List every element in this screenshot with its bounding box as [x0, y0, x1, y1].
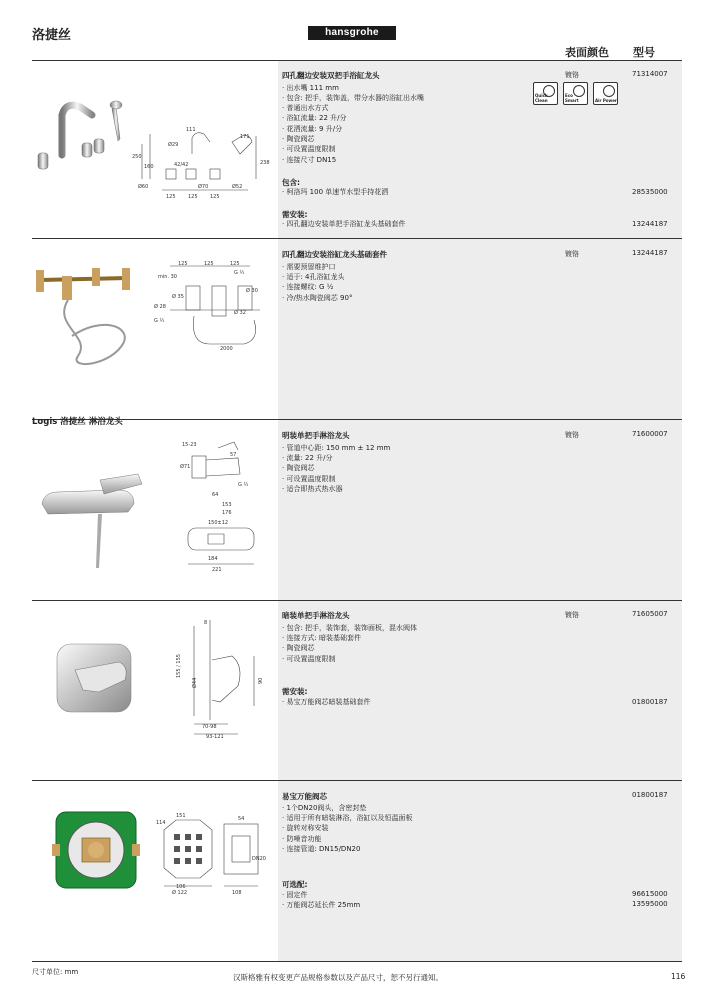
dimension-label: 125	[204, 261, 214, 267]
feature-item: · 包含: 把手，装饰套，装饰面板，混水阀体	[282, 624, 418, 632]
dimension-label: 42/42	[174, 162, 189, 168]
column-header-color: 表面颜色	[565, 46, 609, 59]
product-code: 71314007	[632, 70, 668, 78]
page-number: 116	[671, 972, 686, 981]
feature-item: · 可设置温度限制	[282, 475, 336, 483]
technical-drawing	[132, 124, 272, 202]
feature-item: · 陶瓷阀芯	[282, 464, 315, 472]
product-finish: 镀铬	[565, 611, 579, 619]
spec-panel	[278, 239, 682, 419]
required-item: · 四孔翻边安装单把手浴缸龙头基础套件	[282, 220, 406, 228]
dimension-label: Ø 122	[172, 890, 188, 896]
page-title: 洛捷丝	[32, 28, 72, 43]
included-code: 28535000	[632, 188, 668, 196]
dimension-label: 8	[204, 620, 208, 626]
product-title: 四孔翻边安装浴缸龙头基础套件	[282, 250, 387, 259]
technical-drawing	[150, 260, 270, 352]
dimension-label: 250	[132, 154, 142, 160]
dimension-label: 54	[238, 816, 245, 822]
dimension-label: Ø 32	[234, 310, 246, 316]
feature-icons	[533, 82, 618, 105]
column-header-model: 型号	[633, 46, 655, 59]
dimension-label: Ø60	[138, 184, 149, 190]
dimension-label: Ø 28	[154, 304, 166, 310]
feature-item: · 需要预留维护口	[282, 263, 336, 271]
unit-note: 尺寸单位: mm	[32, 968, 79, 976]
optional-item: · 万能阀芯延长件 25mm	[282, 901, 361, 909]
technical-drawing	[152, 812, 270, 896]
feature-item: · 可设置温度限制	[282, 655, 336, 663]
dimension-label: 57	[230, 452, 237, 458]
feature-item: · 适用于所有暗装淋浴，浴缸以及恒温面板	[282, 814, 413, 822]
dimension-label: 15-23	[182, 442, 197, 448]
feature-item: · 花洒流量: 9 升/分	[282, 125, 343, 133]
feature-item: · 1个DN20阀头，含密封垫	[282, 804, 367, 812]
required-code: 01800187	[632, 698, 668, 706]
feature-item: · 包含: 把手，装饰盖，带分水器的浴缸出水嘴	[282, 94, 425, 102]
feature-item: · 可设置温度限制	[282, 145, 336, 153]
feature-item: · 陶瓷阀芯	[282, 135, 315, 143]
dimension-label: 150±12	[208, 520, 229, 526]
product-title: 明装单把手淋浴龙头	[282, 431, 350, 440]
feature-item: · 适合即热式热水器	[282, 485, 343, 493]
dimension-label: 125	[230, 261, 240, 267]
required-heading: 需安装:	[282, 210, 308, 219]
dimension-label: G ½	[234, 270, 245, 276]
optional-item: · 固定件	[282, 891, 308, 899]
required-item: · 易宝万能阀芯暗装基础套件	[282, 698, 371, 706]
product-image-basic-set	[32, 266, 142, 370]
dimension-label: 111	[186, 127, 196, 133]
disclaimer: 汉斯格雅有权变更产品规格参数以及产品尺寸，恕不另行通知。	[233, 973, 443, 982]
optional-code: 96615000	[632, 890, 668, 898]
feature-item: · 管道中心距: 150 mm ± 12 mm	[282, 444, 391, 452]
feature-item: · 防噪音功能	[282, 835, 322, 843]
included-item: · 柯洛玛 100 单速节水型手持花洒	[282, 188, 389, 196]
feature-item: · 旋转对称安装	[282, 824, 329, 832]
product-image-shower-mixer	[38, 470, 148, 570]
feature-item: · 出水嘴 111 mm	[282, 84, 339, 92]
feature-item: · 连接管道: DN15/DN20	[282, 845, 361, 853]
dimension-label: 106	[176, 884, 186, 890]
included-heading: 包含:	[282, 178, 300, 187]
product-image-ibox	[52, 808, 142, 892]
dimension-label: 90	[258, 677, 264, 684]
optional-heading: 可选配:	[282, 880, 308, 889]
feature-item: · 普通出水方式	[282, 104, 329, 112]
dimension-label: 151	[176, 813, 186, 819]
dimension-label: 114	[156, 820, 166, 826]
dimension-label: min. 30	[158, 274, 177, 280]
product-title: 暗装单把手淋浴龙头	[282, 611, 350, 620]
feature-item: · 连接尺寸 DN15	[282, 156, 337, 164]
product-code: 71605007	[632, 610, 668, 618]
section-heading: Logis 洛捷丝 淋浴龙头	[32, 417, 123, 427]
required-code: 13244187	[632, 220, 668, 228]
technical-drawing	[178, 438, 274, 574]
product-title: 四孔翻边安装双把手浴缸龙头	[282, 71, 380, 80]
dimension-label: 64	[212, 492, 219, 498]
dimension-label: G ½	[238, 482, 249, 488]
dimension-label: G ½	[154, 318, 165, 324]
feature-item: · 连接螺纹: G ½	[282, 283, 334, 291]
product-finish: 镀铬	[565, 71, 579, 79]
dimension-label: 155 / 155	[176, 654, 182, 678]
product-image-bath-mixer	[32, 95, 132, 185]
dimension-label: 125	[210, 194, 220, 200]
dimension-label: 125	[178, 261, 188, 267]
dimension-label: 93-121	[206, 734, 224, 740]
dimension-label: 2000	[220, 346, 233, 352]
brand-logo: hansgrohe	[308, 26, 396, 40]
air-power-icon: Air Power	[593, 82, 618, 105]
dimension-label: 153	[222, 502, 232, 508]
feature-item: · 连接方式: 暗装基础套件	[282, 634, 362, 642]
product-code: 01800187	[632, 791, 668, 799]
optional-code: 13595000	[632, 900, 668, 908]
dimension-label: Ø 35	[172, 294, 184, 300]
dimension-label: 125	[166, 194, 176, 200]
dimension-label: Ø29	[168, 142, 179, 148]
dimension-label: Ø70	[198, 184, 209, 190]
technical-drawing	[168, 616, 272, 744]
dimension-label: 70-98	[202, 724, 217, 730]
dimension-label: 171	[240, 134, 250, 140]
dimension-label: DN20	[252, 856, 266, 862]
dimension-label: 125	[188, 194, 198, 200]
dimension-label: 238	[260, 160, 270, 166]
feature-item: · 适于: 4孔浴缸龙头	[282, 273, 345, 281]
product-finish: 镀铬	[565, 431, 579, 439]
divider	[32, 961, 682, 962]
feature-item: · 冷/热水陶瓷阀芯 90°	[282, 294, 353, 302]
feature-item: · 流量: 22 升/分	[282, 454, 333, 462]
product-finish: 镀铬	[565, 250, 579, 258]
product-code: 13244187	[632, 249, 668, 257]
product-code: 71600007	[632, 430, 668, 438]
dimension-label: Ø 30	[246, 288, 258, 294]
dimension-label: 108	[232, 890, 242, 896]
quick-clean-icon: Quick Clean	[533, 82, 558, 105]
eco-smart-icon: Eco Smart	[563, 82, 588, 105]
product-title: 易宝万能阀芯	[282, 792, 327, 801]
dimension-label: Ø44	[192, 677, 198, 688]
dimension-label: 160	[144, 164, 154, 170]
dimension-label: 176	[222, 510, 232, 516]
dimension-label: 184	[208, 556, 218, 562]
required-heading: 需安装:	[282, 687, 308, 696]
dimension-label: Ø71	[180, 464, 191, 470]
feature-item: · 陶瓷阀芯	[282, 644, 315, 652]
product-image-concealed-mixer	[55, 640, 139, 716]
feature-item: · 浴缸流量: 22 升/分	[282, 114, 347, 122]
dimension-label: 221	[212, 567, 222, 573]
dimension-label: Ø52	[232, 184, 243, 190]
